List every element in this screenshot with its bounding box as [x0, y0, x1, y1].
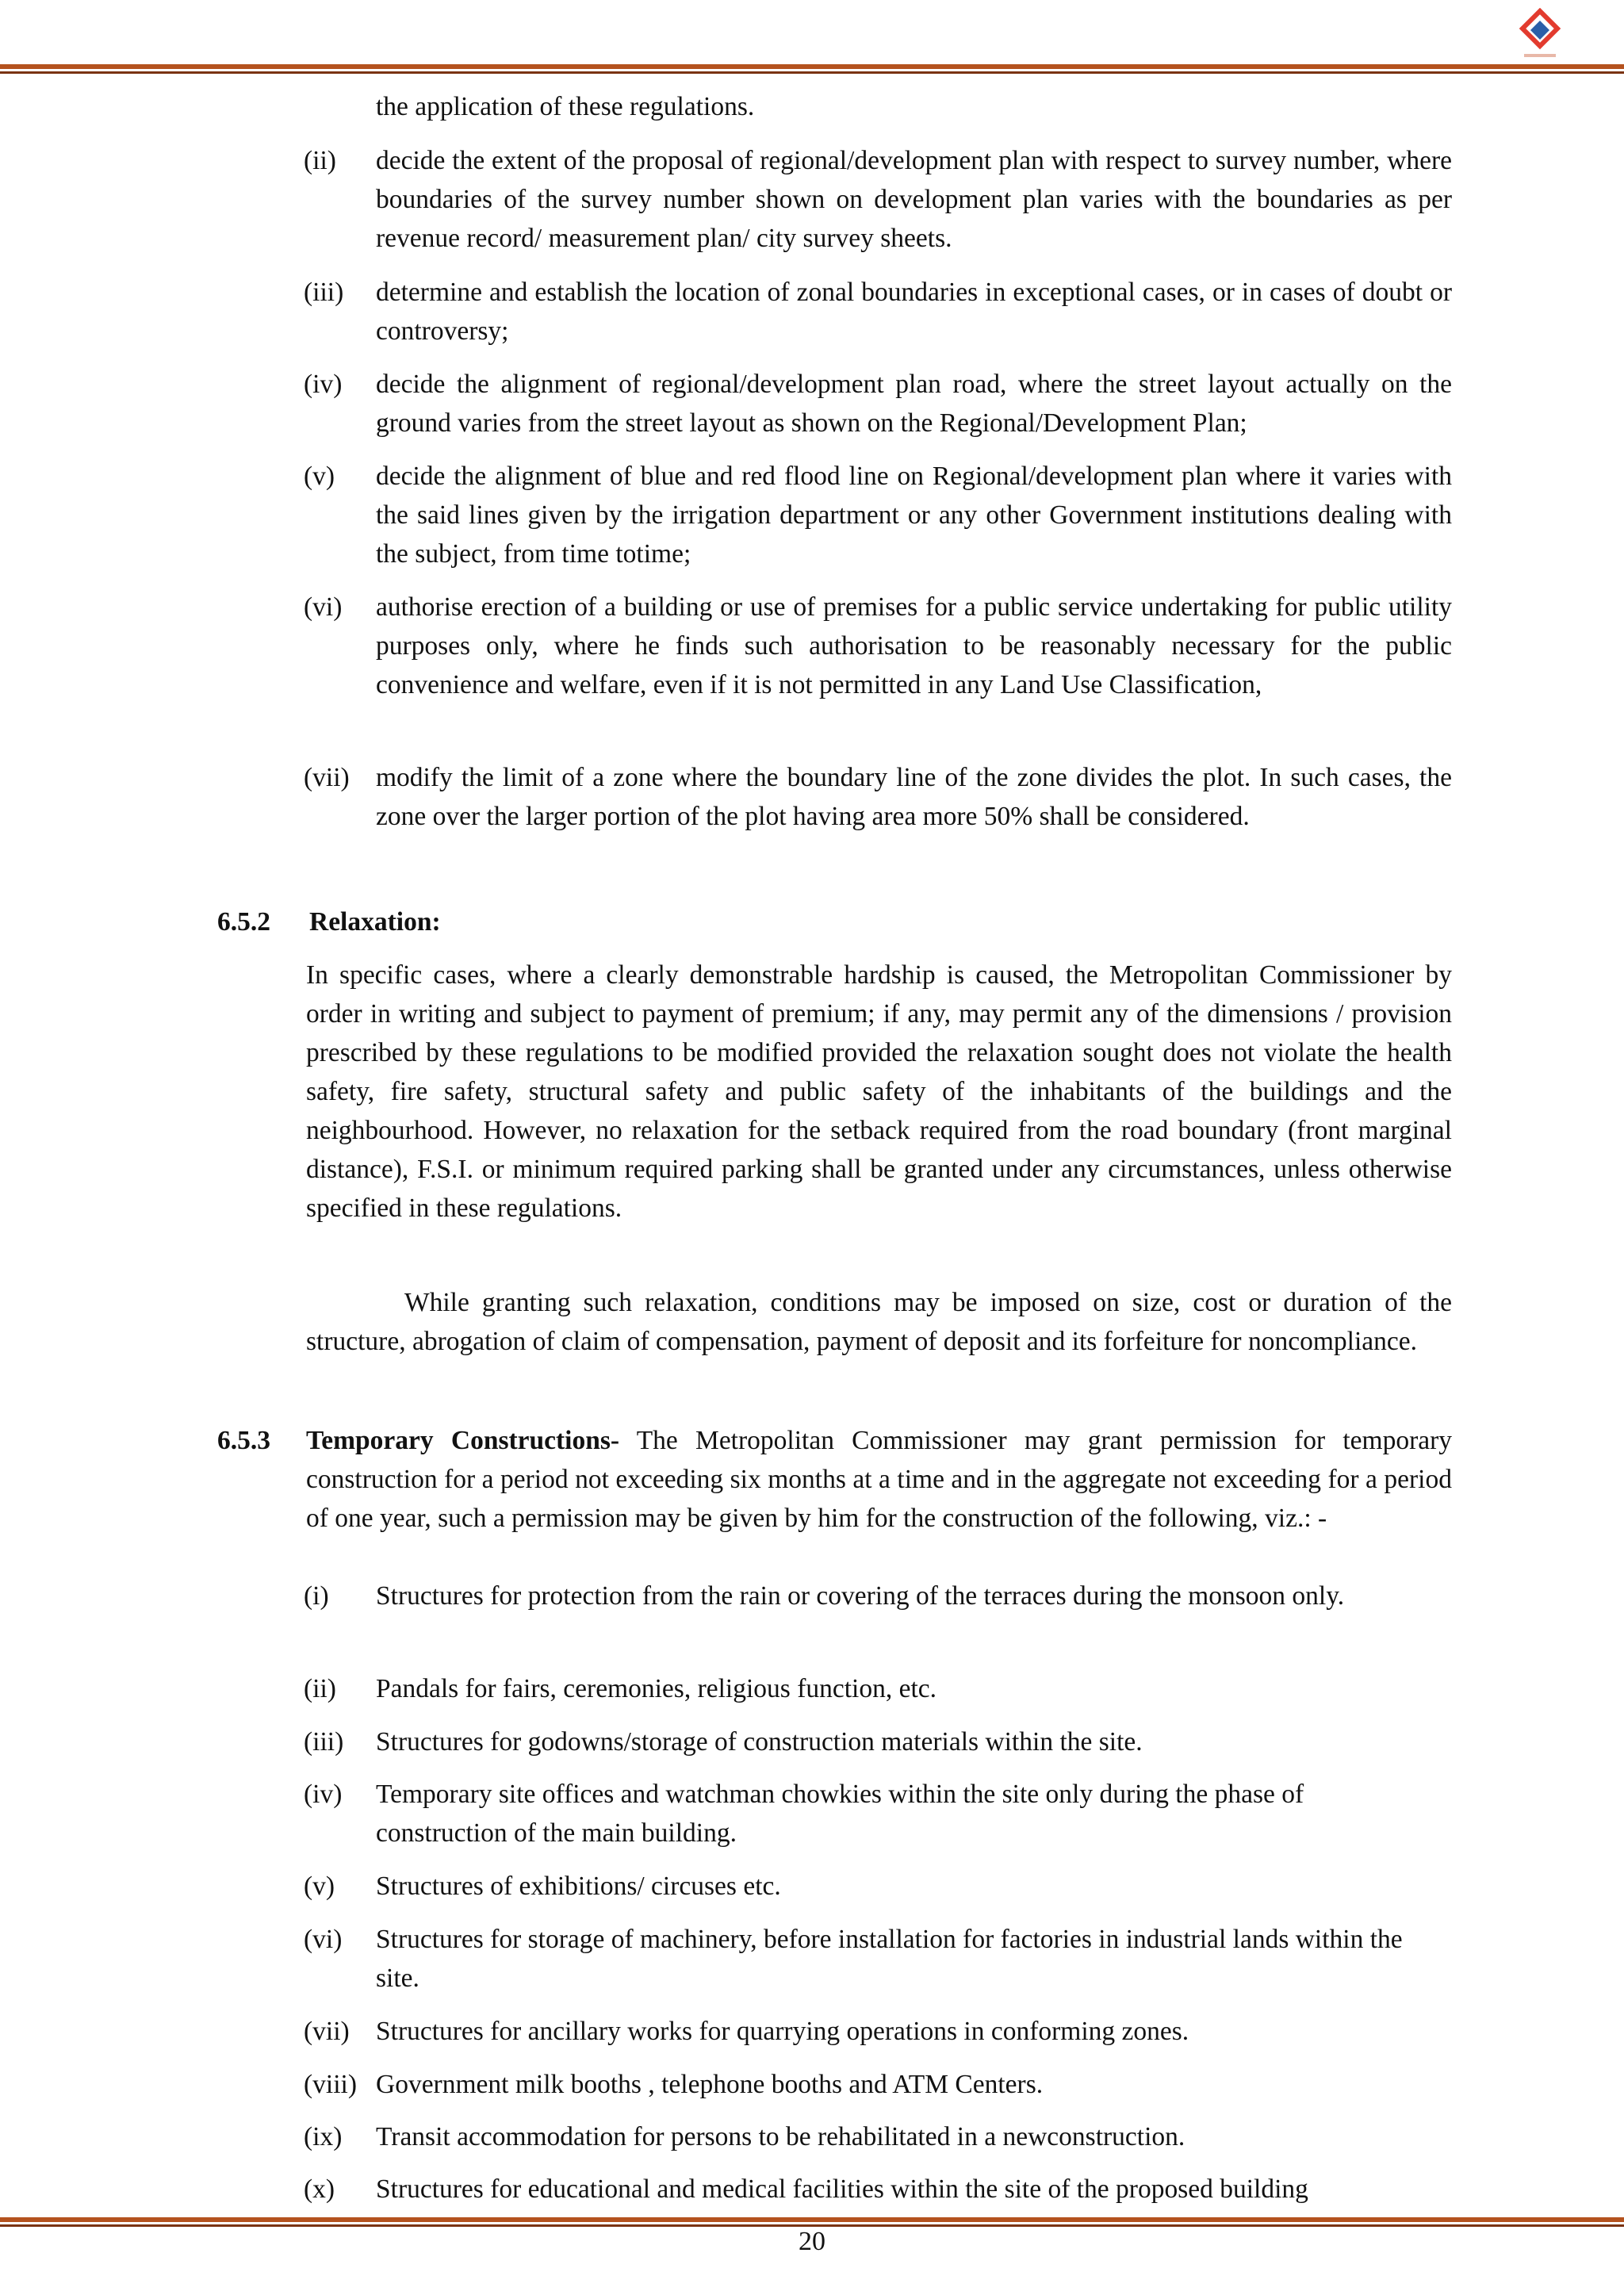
item-number: (vii) [304, 763, 350, 792]
item-text: authorise erection of a building or use of premises for a public service undertaking for public utility purposes only, where he finds such authorisation to be reasonably necessary for the public convenience and welfare, even if it is not permitted in any Land Use Classification, [376, 592, 1452, 699]
item-number: (viii) [304, 2070, 357, 2099]
item-text: Structures for storage of machinery, before installation for factories in industrial lands within the site. [376, 1925, 1403, 1993]
item-number: (vii) [304, 2017, 350, 2046]
item-number: (vi) [304, 1925, 343, 1954]
section-heading-relaxation [217, 902, 441, 941]
temporary-item [304, 1722, 1430, 1761]
item-text: Temporary site offices and watchman chowkies within the site only during the phase of construction of the main building. [376, 1780, 1304, 1848]
item-number: (iv) [304, 1780, 343, 1809]
item-number: (v) [304, 462, 335, 491]
item-text: Transit accommodation for persons to be rehabilitated in a newconstruction. [376, 2122, 1185, 2151]
power-item [304, 273, 1452, 351]
item-text: Government milk booths , telephone booths and ATM Centers. [376, 2070, 1044, 2099]
item-number: (iv) [304, 370, 343, 399]
item-number: (x) [304, 2174, 335, 2204]
power-item [304, 457, 1452, 573]
item-number: (ii) [304, 146, 336, 175]
item-number: (ii) [304, 1674, 336, 1703]
relaxation-paragraph-conditions: While granting such relaxation, conditions may be imposed on size, cost or duration of the structure, abrogation of claim of compensation, payment of deposit and its forfeiture for noncompliance. [306, 1288, 1452, 1356]
temporary-item [304, 1775, 1430, 1852]
section-title: Relaxation: [309, 907, 441, 937]
item-text: Structures for educational and medical facilities within the site of the proposed building [376, 2174, 1308, 2204]
temporary-item [304, 2012, 1430, 2051]
item-number: (iii) [304, 1727, 344, 1757]
power-item [304, 141, 1452, 258]
item-text: Pandals for fairs, ceremonies, religious function, etc. [376, 1674, 937, 1703]
temporary-item [304, 1867, 1430, 1906]
item-text: Structures of exhibitions/ circuses etc. [376, 1872, 781, 1901]
temporary-item [304, 2117, 1430, 2156]
section-number: 6.5.3 [217, 1426, 270, 1455]
footer-rule [0, 2217, 1624, 2222]
section-temporary-constructions [217, 1421, 1452, 1538]
item-number: (i) [304, 1581, 329, 1611]
page-number: 20 [799, 2227, 825, 2256]
section-number: 6.5.2 [217, 907, 270, 937]
continuation-text: the application of these regulations. [376, 92, 755, 121]
section-title: Temporary Constructions- [306, 1426, 620, 1455]
power-item [304, 758, 1452, 836]
temporary-item [304, 1920, 1430, 1998]
item-text: modify the limit of a zone where the boundary line of the zone divides the plot. In such cases, the zone over the larger portion of the plot having area more 50% shall be considered. [376, 763, 1452, 831]
temporary-item [304, 2170, 1430, 2209]
temporary-item [304, 1669, 1430, 1708]
item-number: (vi) [304, 592, 343, 622]
item-text: Structures for godowns/storage of construction materials within the site. [376, 1727, 1143, 1757]
item-text: Structures for ancillary works for quarrying operations in conforming zones. [376, 2017, 1189, 2046]
item-number: (v) [304, 1872, 335, 1901]
section-intro: The Metropolitan Commissioner may grant permission for temporary construction for a period not exceeding six months at a time and in the aggregate not exceeding for a period of one year, such a permission may be given by him for the construction of the following, viz.: - [306, 1426, 1453, 1533]
power-item [304, 365, 1452, 443]
item-text: Structures for protection from the rain or covering of the terraces during the monsoon only. [376, 1581, 1345, 1611]
item-text: decide the alignment of blue and red flood line on Regional/development plan where it varies with the said lines given by the irrigation department or any other Government institutions dealing with the subject, from time totime; [376, 462, 1452, 569]
item-text: decide the alignment of regional/development plan road, where the street layout actually on the ground varies from the street layout as shown on the Regional/Development Plan; [376, 370, 1452, 438]
item-number: (ix) [304, 2122, 343, 2151]
temporary-item [304, 2065, 1430, 2104]
item-number: (iii) [304, 278, 344, 307]
item-text: decide the extent of the proposal of regional/development plan with respect to survey number, where boundaries of the survey number shown on development plan varies with the boundaries as per revenue record/ measurement plan/ city survey sheets. [376, 146, 1452, 253]
temporary-item [304, 1577, 1430, 1615]
power-item [304, 588, 1452, 704]
relaxation-paragraph: In specific cases, where a clearly demonstrable hardship is caused, the Metropolitan Commissioner by order in writing and subject to payment of premium; if any, may permit any of the dimensions / provision prescribed by these regulations to be modified provided the relaxation sought does not violate the health safety, fire safety, structural safety and public safety of the inhabitants of the buildings and the neighbourhood. However, no relaxation for the setback required from the road boundary (front marginal distance), F.S.I. or minimum required parking shall be granted under any circumstances, unless otherwise specified in these regulations. [306, 960, 1452, 1223]
item-text: determine and establish the location of zonal boundaries in exceptional cases, or in cases of doubt or controversy; [376, 278, 1452, 346]
